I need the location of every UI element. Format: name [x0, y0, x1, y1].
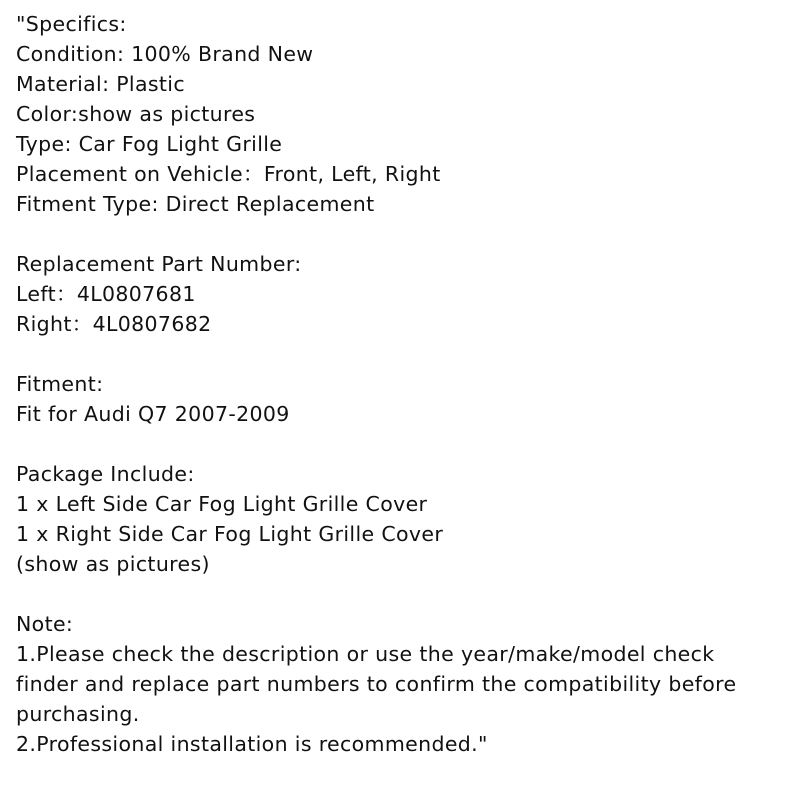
- type-line: Type: Car Fog Light Grille: [16, 132, 283, 156]
- spacer: [16, 429, 792, 459]
- note-line: 2.Professional installation is recommended.": [16, 732, 488, 756]
- spacer: [16, 579, 792, 609]
- part-number-heading: Replacement Part Number:: [16, 252, 302, 276]
- right-part-number: Right：4L0807682: [16, 312, 212, 336]
- note-line: 1.Please check the description or use the year/make/model check: [16, 642, 715, 666]
- fitment-type-line: Fitment Type: Direct Replacement: [16, 192, 375, 216]
- spacer: [16, 339, 792, 369]
- condition-line: Condition: 100% Brand New: [16, 42, 314, 66]
- material-line: Material: Plastic: [16, 72, 185, 96]
- package-heading: Package Include:: [16, 462, 195, 486]
- package-item: 1 x Left Side Car Fog Light Grille Cover: [16, 492, 428, 516]
- placement-line: Placement on Vehicle：Front, Left, Right: [16, 162, 441, 186]
- fitment-heading: Fitment:: [16, 372, 104, 396]
- product-description: [16, 9, 792, 759]
- color-line: Color:show as pictures: [16, 102, 256, 126]
- package-item: (show as pictures): [16, 552, 210, 576]
- left-part-number: Left：4L0807681: [16, 282, 196, 306]
- spacer: [16, 219, 792, 249]
- note-heading: Note:: [16, 612, 74, 636]
- package-item: 1 x Right Side Car Fog Light Grille Cover: [16, 522, 444, 546]
- fitment-vehicle: Fit for Audi Q7 2007-2009: [16, 402, 290, 426]
- note-line: finder and replace part numbers to confirm the compatibility before: [16, 672, 737, 696]
- specifics-heading: "Specifics:: [16, 12, 127, 36]
- note-line: purchasing.: [16, 702, 140, 726]
